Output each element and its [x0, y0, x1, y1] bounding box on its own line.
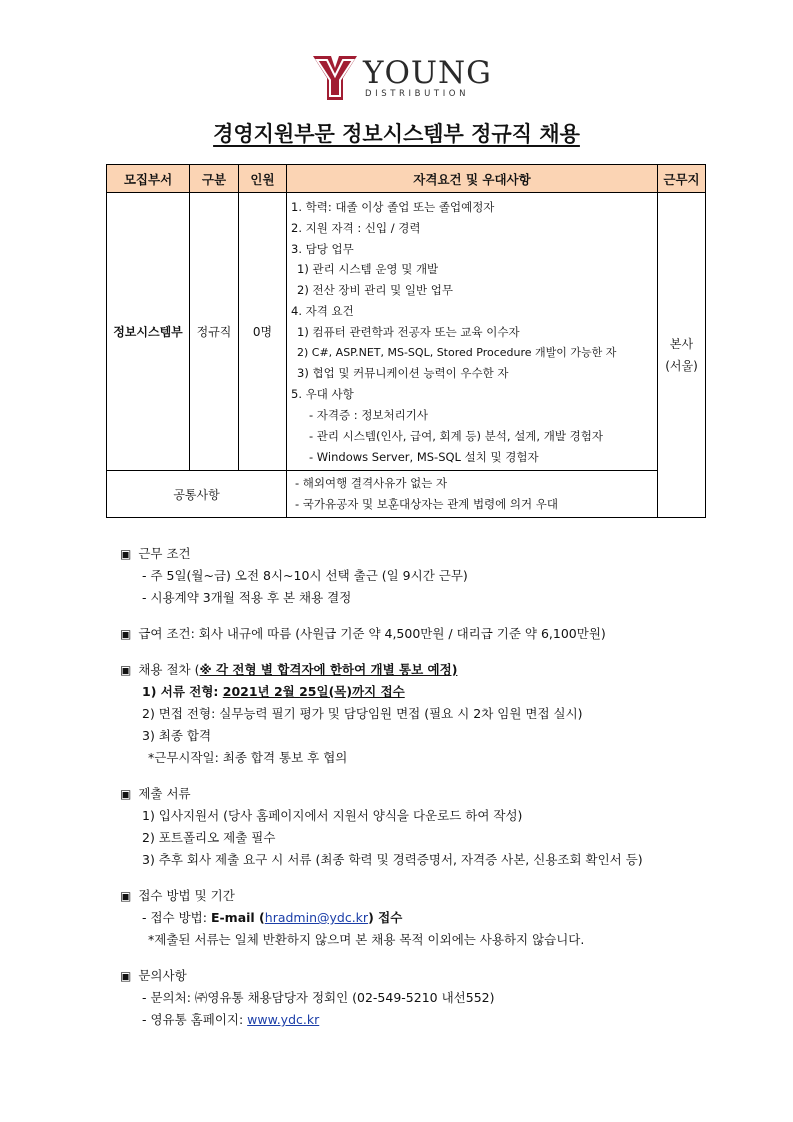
req-line: 3. 담당 업무 [291, 241, 354, 256]
table-common-row [107, 471, 706, 518]
deadline: 2021년 2월 25일(목)까지 접수 [222, 684, 405, 699]
header-location: 근무지 [658, 165, 706, 193]
section-heading: ▣ 문의사항 [120, 965, 720, 987]
homepage-line: - 영유통 홈페이지: www.ydc.kr [142, 1012, 320, 1027]
section-line: - 시용계약 3개월 적용 후 본 채용 결정 [142, 590, 352, 605]
logo-brand: YOUNG [363, 55, 492, 91]
common-items [287, 471, 658, 518]
process-step-1: 1) 서류 전형: 2021년 2월 25일(목)까지 접수 [142, 684, 405, 699]
req-line: 1) 컴퓨터 관련학과 전공자 또는 교육 이수자 [297, 324, 520, 339]
section-line: 1) 입사지원서 (당사 홈페이지에서 지원서 양식을 다운로드 하여 작성) [142, 808, 523, 823]
contact-info [120, 965, 720, 1031]
req-line: 2. 지원 자격 : 신입 / 경력 [291, 220, 421, 235]
req-line: 1) 관리 시스템 운영 및 개발 [297, 262, 439, 277]
logo-mark-icon [313, 56, 357, 100]
req-line: 1. 학력: 대졸 이상 졸업 또는 졸업예정자 [291, 200, 495, 214]
header-count: 인원 [239, 165, 287, 193]
row-count: 0명 [239, 193, 287, 471]
section-line: - 주 5일(월~금) 오전 8시~10시 선택 출근 (일 9시간 근무) [142, 568, 468, 583]
contact-line: - 문의처: ㈜영유통 채용담당자 정회인 (02-549-5210 내선552) [142, 990, 495, 1005]
apply-method: - 접수 방법: E-mail (hradmin@ydc.kr) 접수 [142, 910, 403, 925]
row-dept: 정보시스템부 [107, 193, 190, 471]
req-line: 3) 협업 및 커뮤니케이션 능력이 우수한 자 [297, 366, 509, 381]
section-heading: ▣ 근무 조건 [120, 543, 720, 565]
homepage-link[interactable]: www.ydc.kr [247, 1012, 320, 1027]
salary-conditions [120, 623, 720, 645]
required-documents [120, 783, 720, 871]
logo-sub: DISTRIBUTION [365, 89, 470, 99]
section-heading: ▣ 접수 방법 및 기간 [120, 885, 720, 907]
application-method [120, 885, 720, 951]
table-row [107, 193, 706, 471]
table-header-row [107, 165, 706, 193]
section-heading: ▣ 채용 절차 (※ 각 전형 별 합격자에 한하여 개별 통보 예정) [120, 659, 720, 681]
process-note: ※ 각 전형 별 합격자에 한하여 개별 통보 예정) [199, 662, 458, 677]
common-line: - 국가유공자 및 보훈대상자는 관계 법령에 의거 우대 [295, 497, 559, 512]
recruit-table [106, 164, 706, 518]
section-heading: ▣ 제출 서류 [120, 783, 720, 805]
row-location [658, 193, 706, 518]
process-note-start: *근무시작일: 최종 합격 통보 후 협의 [148, 750, 348, 765]
req-line: - Windows Server, MS-SQL 설치 및 경험자 [309, 449, 539, 464]
req-line: 4. 자격 요건 [291, 303, 354, 318]
location-city: (서울) [665, 359, 698, 374]
apply-note: *제출된 서류는 일체 반환하지 않으며 본 채용 목적 이외에는 사용하지 않습니다. [148, 932, 585, 947]
company-logo [313, 56, 503, 102]
section-heading: ▣ 급여 조건: 회사 내규에 따름 (사원급 기준 약 4,500만원 / 대리급 기준 약 6,100만원) [120, 623, 720, 645]
section-line: 3) 추후 회사 제출 요구 시 서류 (최종 학력 및 경력증명서, 자격증 사본, 신용조회 확인서 등) [142, 852, 643, 867]
req-line: 5. 우대 사항 [291, 387, 354, 402]
process-step-3: 3) 최종 합격 [142, 728, 212, 743]
page-title: 경영지원부문 정보시스템부 정규직 채용 [213, 122, 580, 146]
section-line: 2) 포트폴리오 제출 필수 [142, 830, 276, 845]
req-line: 2) C#, ASP.NET, MS-SQL, Stored Procedure 개발이 가능한 자 [297, 345, 617, 359]
req-line: - 관리 시스템(인사, 급여, 회계 등) 분석, 설계, 개발 경험자 [309, 428, 603, 443]
hiring-process [120, 659, 720, 769]
work-conditions [120, 543, 720, 609]
common-label: 공통사항 [107, 471, 287, 518]
header-dept: 모집부서 [107, 165, 190, 193]
info-sections [120, 543, 720, 1045]
common-line: - 해외여행 결격사유가 없는 자 [295, 476, 448, 491]
header-reqs: 자격요건 및 우대사항 [287, 165, 658, 193]
email-link[interactable]: hradmin@ydc.kr [264, 910, 369, 925]
req-line: 2) 전산 장비 관리 및 일반 업무 [297, 283, 453, 298]
header-type: 구분 [190, 165, 239, 193]
req-line: - 자격증 : 정보처리기사 [309, 407, 428, 422]
process-step-2: 2) 면접 전형: 실무능력 필기 평가 및 담당임원 면접 (필요 시 2차 임원 면접 실시) [142, 706, 583, 721]
row-reqs [287, 193, 658, 471]
row-type: 정규직 [190, 193, 239, 471]
location-main: 본사 [669, 337, 694, 352]
